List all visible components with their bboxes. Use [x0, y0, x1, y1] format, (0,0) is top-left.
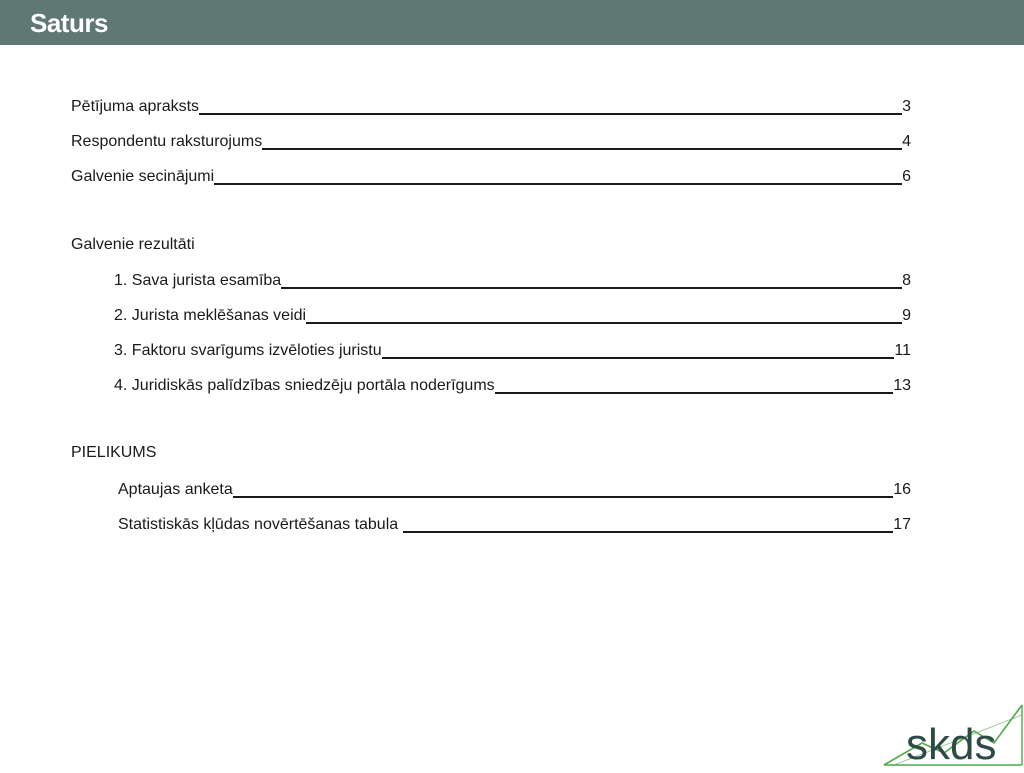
toc-page-number: 9	[902, 307, 911, 324]
toc-leader-line	[262, 148, 902, 150]
toc-leader-line	[214, 183, 902, 185]
toc-entry[interactable]	[114, 340, 911, 360]
section-heading-appendix: PIELIKUMS	[71, 444, 157, 461]
toc-entry-label: Statistiskās kļūdas novērtēšanas tabula	[118, 516, 403, 533]
toc-page-number: 16	[893, 481, 911, 498]
toc-entry-label: 1. Sava jurista esamība	[114, 272, 282, 289]
toc-entry[interactable]	[71, 166, 911, 186]
toc-page-number: 17	[893, 516, 911, 533]
logo-text: skds	[906, 720, 997, 768]
toc-leader-line	[403, 531, 894, 533]
toc-leader-line	[233, 496, 893, 498]
toc-entry-label: Aptaujas anketa	[118, 481, 233, 498]
toc-entry-label: Respondentu raksturojums	[71, 133, 263, 150]
toc-entry[interactable]	[118, 479, 911, 499]
toc-entry-label: Pētījuma apraksts	[71, 98, 200, 115]
skds-logo	[882, 703, 1024, 768]
toc-page-number: 13	[893, 377, 911, 394]
toc-leader-line	[495, 392, 894, 394]
toc-entry-label: 3. Faktoru svarīgums izvēloties juristu	[114, 342, 382, 359]
toc-page-number: 4	[902, 133, 911, 150]
toc-entry[interactable]	[118, 514, 911, 534]
toc-page-number: 6	[902, 168, 911, 185]
toc-entry[interactable]	[114, 375, 911, 395]
skds-logo-icon	[882, 703, 1024, 768]
toc-entry-label: 4. Juridiskās palīdzības sniedzēju portāla noderīgums	[114, 377, 495, 394]
toc-entry-label: Galvenie secinājumi	[71, 168, 215, 185]
section-heading-results: Galvenie rezultāti	[71, 236, 195, 253]
page-title: Saturs	[30, 8, 108, 38]
toc-entry[interactable]	[114, 305, 911, 325]
toc-page-number: 3	[902, 98, 911, 115]
toc-page-number: 11	[894, 342, 911, 359]
toc-entry[interactable]	[114, 270, 911, 290]
toc-entry[interactable]	[71, 96, 911, 116]
toc-entry[interactable]	[71, 131, 911, 151]
toc-entry-label: 2. Jurista meklēšanas veidi	[114, 307, 307, 324]
toc-leader-line	[382, 357, 895, 359]
toc-leader-line	[306, 322, 902, 324]
toc-leader-line	[199, 113, 902, 115]
toc-page-number: 8	[902, 272, 911, 289]
toc-leader-line	[281, 287, 902, 289]
